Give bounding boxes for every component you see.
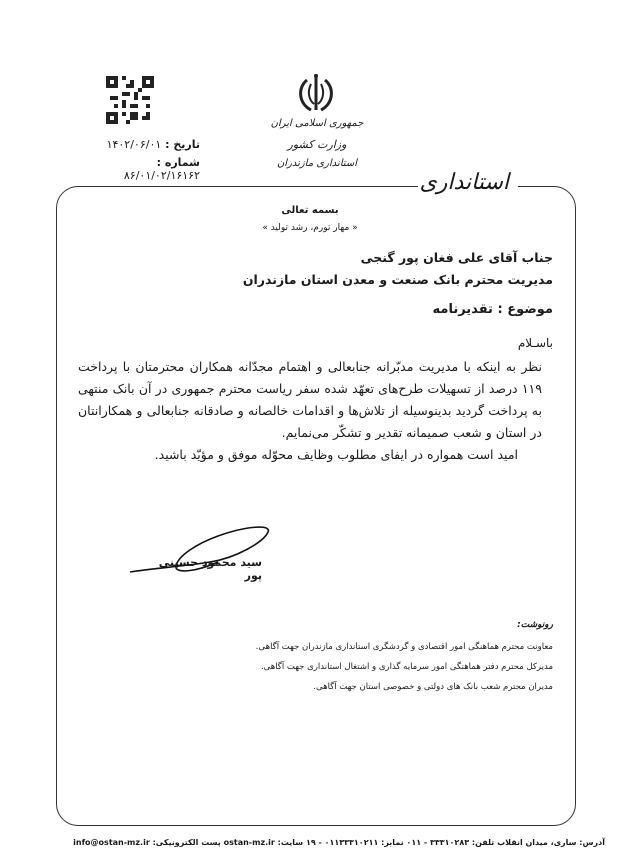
footer-website[interactable]: ostan-mz.ir [223,838,275,847]
footer-website-label: سایت: [277,838,304,847]
footer-line [73,838,605,847]
subject-label: موضوع : [497,302,553,317]
gov-line-2: وزارت کشور [287,138,347,151]
date-row [80,138,200,151]
cc-item: معاونت محترم هماهنگی امور اقتصادی و گردشگری استانداری مازندران جهت آگاهی. [255,642,553,652]
footer-email[interactable]: info@ostan-mz.ir [73,838,150,847]
body-paragraph-2: امید است همواره در ایفای مطلوب وظایف محوّله موفق و مؤیّد باشید. [154,447,518,462]
ostandari-heading: استانداری [419,170,509,195]
cc-label: رونوشت: [517,620,553,630]
subject-row [353,302,553,317]
greeting: باسـلام [517,336,553,350]
date-value: ۱۴۰۲/۰۶/۰۱ [106,138,162,151]
signatory-name: سید محمود حسینی پور [158,556,262,582]
basmala: بسمه تعالی [281,205,339,216]
cc-item: مدیران محترم شعب بانک های دولتی و خصوصی استان جهت آگاهی. [313,682,553,692]
cc-item: مدیرکل محترم دفتر هماهنگی امور سرمایه گذاری و اشتغال استانداری جهت آگاهی. [260,662,553,672]
subject-value: تقدیرنامه [432,302,493,317]
footer-address: آدرس: ساری، میدان انقلاب تلفن: ۳۳۳۱۰۲۸۳ - ۰۱۱ نمابر: ۰۱۱۳۳۳۱۰۲۱۱ - ۱۹ [305,838,605,847]
number-value: ۸۶/۰۱/۰۲/۱۶۱۶۲ [123,169,200,182]
number-row [80,156,200,182]
qr-code [106,76,154,124]
body-paragraph-1: نظر به اینکه با مدیریت مدبّرانه جنابعالی و اهتمام مجدّانه همکاران محترمتان با پرداخت ۱۱۹ درصد از تسهیلات طرح‌های تعهّد شده سفر ریاست محترم جمهوری در آن بانک منتهی به پرداخت گردید بدینوسیله از تلاش‌ها و اقدامات خالصانه و صادقانه جنابعالی و همکارانتان در استان و شعب صمیمانه تقدیر و تشکّر می‌نمایم. [78,359,542,440]
date-label: تاریخ : [165,138,200,151]
iran-emblem-icon [293,70,339,116]
number-label: شماره : [156,156,200,169]
recipient-title: مدیریت محترم بانک صنعت و معدن استان مازندران [242,272,553,287]
motto: « مهار تورم، رشد تولید » [262,223,358,233]
recipient-name: جناب آقای علی فغان پور گنجی [360,250,553,265]
gov-line-1: جمهوری اسلامی ایران [270,118,364,129]
gov-line-3: استانداری مازندران [276,158,358,169]
footer-email-label: پست الکترونیکی: [152,838,221,847]
